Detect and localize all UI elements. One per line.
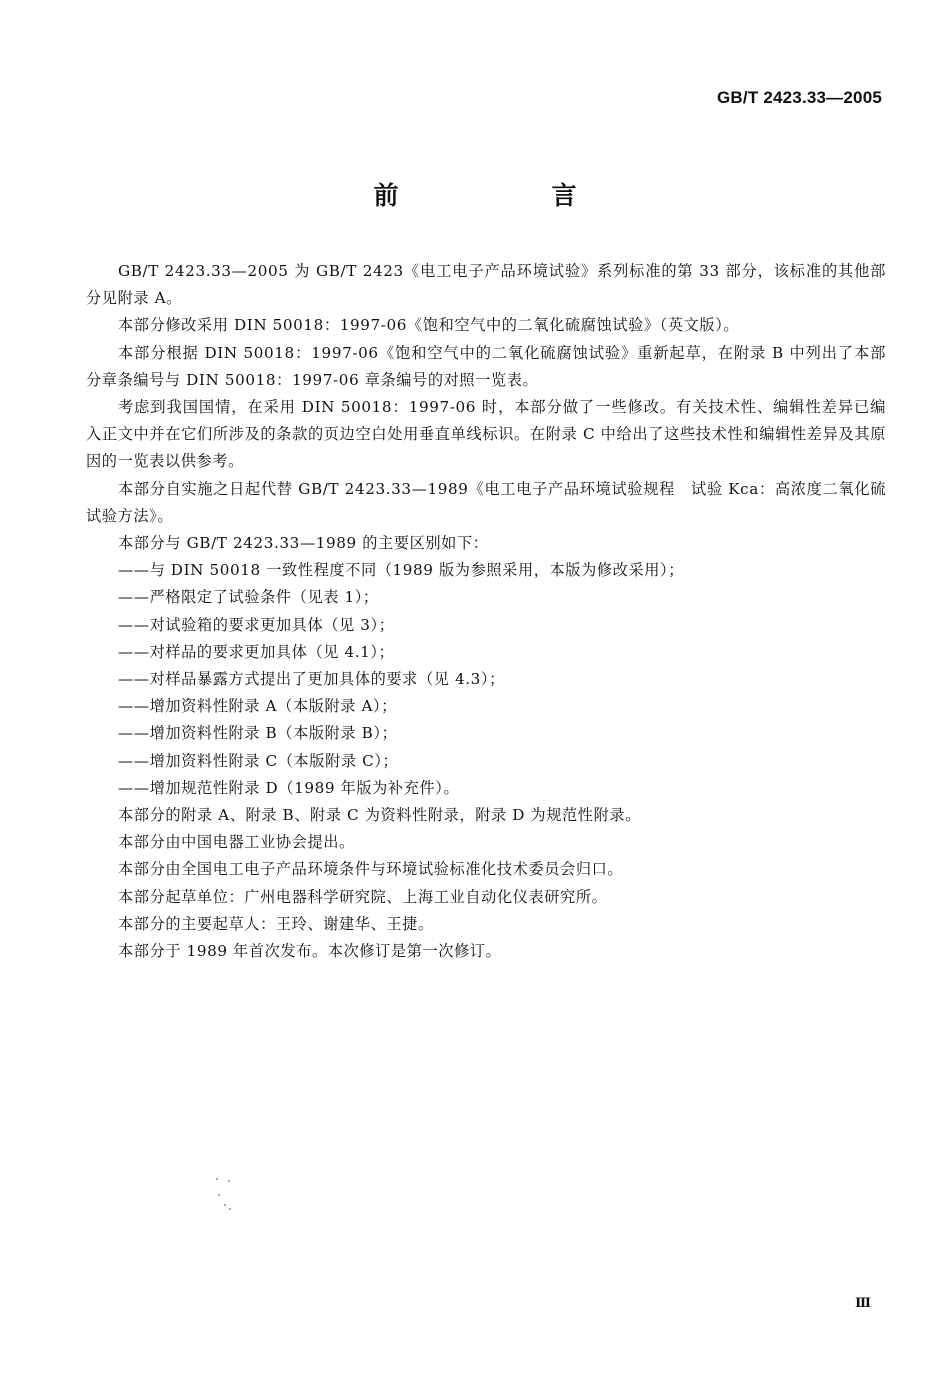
paragraph-replacement: 本部分自实施之日起代替 GB/T 2423.33—1989《电工电子产品环境试验规程 试验 Kca：高浓度二氧化硫试验方法》。 <box>86 479 886 525</box>
paragraph-modifications: 考虑到我国国情，在采用 DIN 50018：1997-06 时，本部分做了一些修改。有关技术性、编辑性差异已编入正文中并在它们所涉及的条款的页边空白处用垂直单线标识。在附录 C 中给出了这些技术性和编辑性差异及其原因的一览表以供参考。 <box>86 398 886 471</box>
list-item: ——严格限定了试验条件（见表 1）； <box>118 588 379 607</box>
list-item: ——与 DIN 50018 一致性程度不同（1989 版为参照采用，本版为修改采用）； <box>118 561 685 580</box>
paragraph-history: 本部分于 1989 年首次发布。本次修订是第一次修订。 <box>118 942 502 961</box>
list-item: ——增加规范性附录 D（1989 年版为补充件）。 <box>118 778 460 797</box>
speck <box>224 1204 226 1206</box>
list-item: ——对试验箱的要求更加具体（见 3）； <box>118 615 395 634</box>
list-item: ——增加资料性附录 B（本版附录 B）； <box>118 724 398 743</box>
list-item: ——增加资料性附录 C（本版附录 C）； <box>118 751 399 770</box>
scan-noise <box>214 1176 238 1216</box>
list-item: ——对样品暴露方式提出了更加具体的要求（见 4.3）； <box>118 670 505 689</box>
differences-list <box>86 557 886 802</box>
paragraph-annex-types: 本部分的附录 A、附录 B、附录 C 为资料性附录，附录 D 为规范性附录。 <box>118 806 641 825</box>
list-item: ——对样品的要求更加具体（见 4.1）； <box>118 642 395 661</box>
paragraph-proposer: 本部分由中国电器工业协会提出。 <box>118 833 355 852</box>
speck <box>229 1208 231 1210</box>
speck <box>216 1178 218 1180</box>
paragraph-drafting-units: 本部分起草单位：广州电器科学研究院、上海工业自动化仪表研究所。 <box>118 887 608 906</box>
paragraph-committee: 本部分由全国电工电子产品环境条件与环境试验标准化技术委员会归口。 <box>118 860 624 879</box>
list-item: ——增加资料性附录 A（本版附录 A）； <box>118 697 397 716</box>
speck <box>218 1194 220 1196</box>
paragraph-adoption: 本部分修改采用 DIN 50018：1997-06《饱和空气中的二氧化硫腐蚀试验》（英文版）。 <box>118 316 740 335</box>
foreword-body <box>86 258 886 965</box>
paragraph-series-info: GB/T 2423.33—2005 为 GB/T 2423《电工电子产品环境试验》系列标准的第 33 部分，该标准的其他部分见附录 A。 <box>86 262 886 308</box>
page-title: 前 言 <box>373 181 641 210</box>
speck <box>228 1180 230 1182</box>
page-number: Ⅲ <box>855 1296 871 1311</box>
paragraph-drafters: 本部分的主要起草人：王玲、谢建华、王捷。 <box>118 914 434 933</box>
standard-number: GB/T 2423.33—2005 <box>717 88 882 107</box>
paragraph-redrafting: 本部分根据 DIN 50018：1997-06《饱和空气中的二氧化硫腐蚀试验》重新起草，在附录 B 中列出了本部分章条编号与 DIN 50018：1997-06 章条编号的对照一览表。 <box>86 343 886 389</box>
paragraph-differences-intro: 本部分与 GB/T 2423.33—1989 的主要区别如下： <box>118 534 489 553</box>
